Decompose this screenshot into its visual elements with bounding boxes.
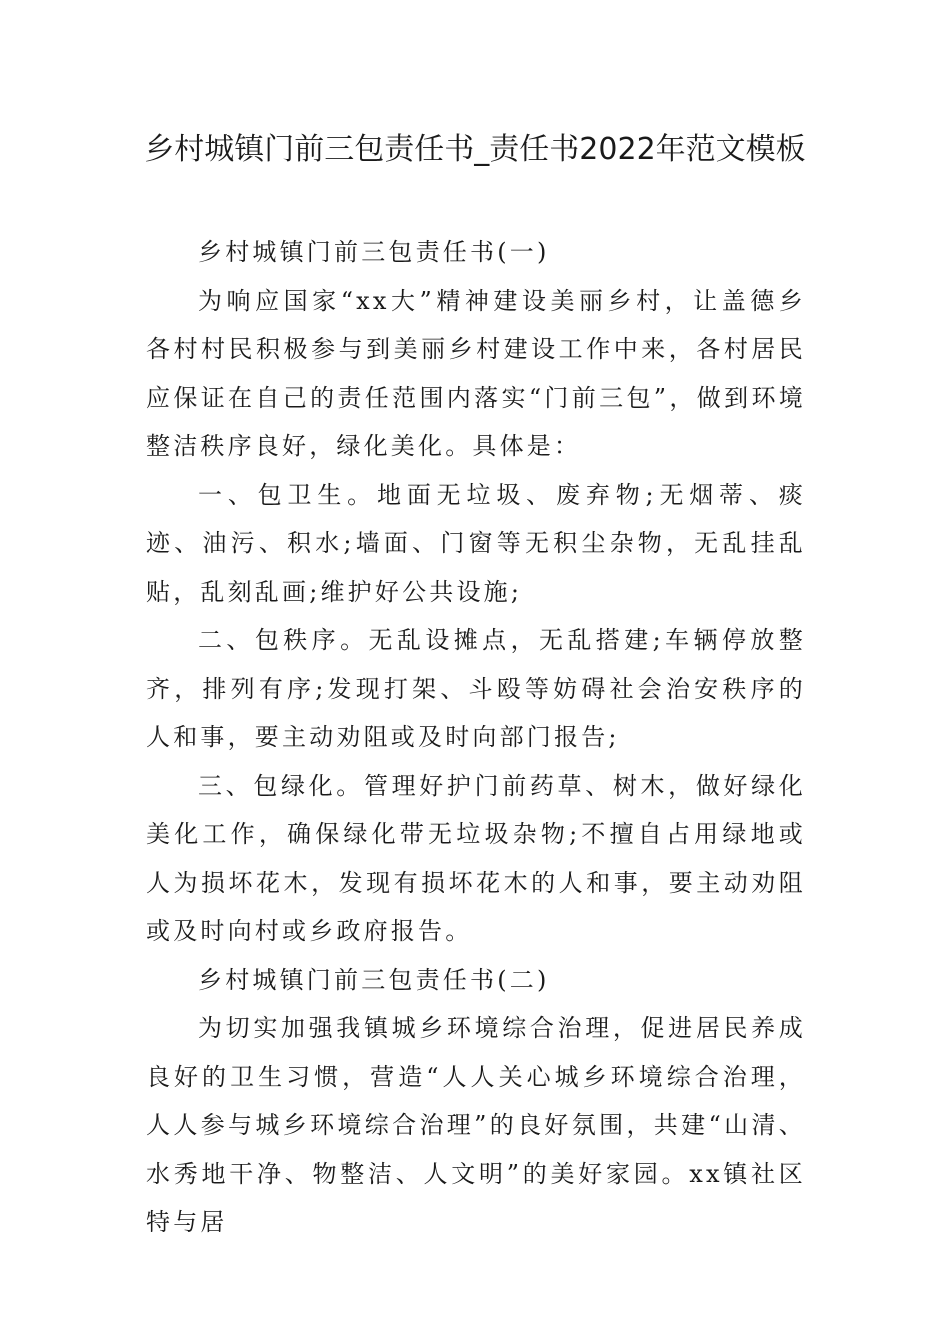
document-body xyxy=(146,228,806,1247)
paragraph-hygiene: 一、包卫生。地面无垃圾、废弃物;无烟蒂、痰迹、油污、积水;墙面、门窗等无积尘杂物，无乱挂乱贴，乱刻乱画;维护好公共设施; xyxy=(146,480,806,606)
section-heading-1: 乡村城镇门前三包责任书(一) xyxy=(198,238,550,266)
paragraph-order: 二、包秩序。无乱设摊点，无乱搭建;车辆停放整齐，排列有序;发现打架、斗殴等妨碍社会治安秩序的人和事，要主动劝阻或及时向部门报告; xyxy=(146,626,806,751)
paragraph-intro: 为响应国家“xx大”精神建设美丽乡村，让盖德乡各村村民积极参与到美丽乡村建设工作中来，各村居民应保证在自己的责任范围内落实“门前三包”，做到环境整洁秩序良好，绿化美化。具体是： xyxy=(146,286,806,460)
paragraph-greening: 三、包绿化。管理好护门前药草、树木，做好绿化美化工作，确保绿化带无垃圾杂物;不擅自占用绿地或人为损坏花木，发现有损坏花木的人和事，要主动劝阻或及时向村或乡政府报告。 xyxy=(146,771,806,945)
paragraph-intro-2: 为切实加强我镇城乡环境综合治理，促进居民养成良好的卫生习惯，营造“人人关心城乡环境综合治理，人人参与城乡环境综合治理”的良好氛围，共建“山清、水秀地干净、物整洁、人文明”的美好家园。xx镇社区特与居 xyxy=(146,1014,806,1236)
section-heading-2: 乡村城镇门前三包责任书(二) xyxy=(198,965,550,994)
document-title: 乡村城镇门前三包责任书_责任书2022年范文模板 xyxy=(144,132,806,167)
